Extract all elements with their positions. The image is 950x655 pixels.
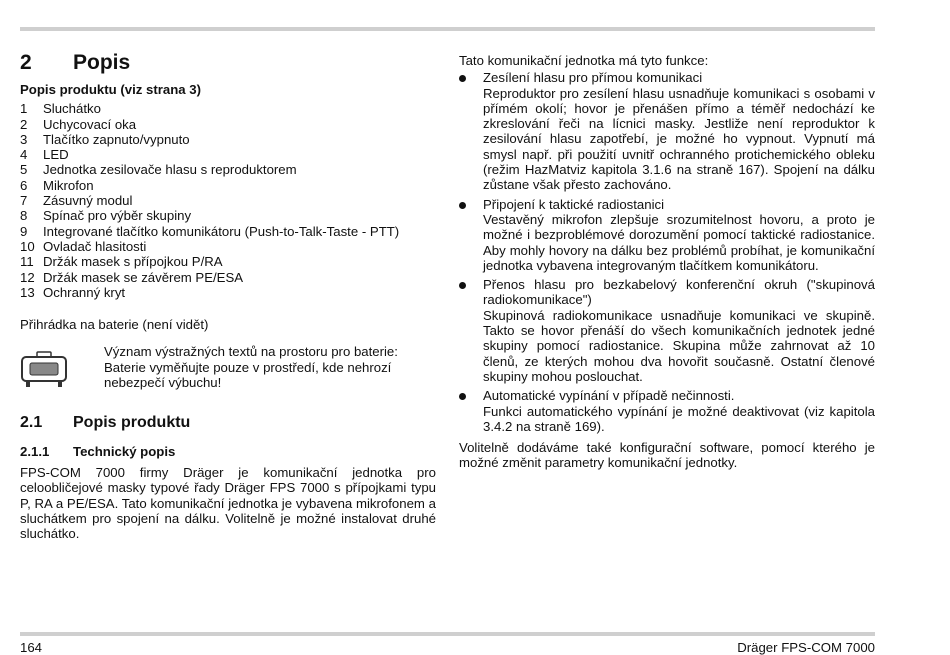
function-item	[459, 197, 875, 273]
right-column	[459, 53, 875, 471]
section-number: 2.1	[20, 413, 43, 431]
part-label: Mikrofon	[43, 177, 94, 193]
part-number: 11	[20, 254, 34, 270]
parts-heading: Popis produktu (viz strana 3)	[20, 82, 201, 97]
product-name: Dräger FPS-COM 7000	[737, 640, 875, 655]
bullet-icon	[459, 388, 483, 434]
function-item	[459, 70, 875, 192]
part-label: Uchycovací oka	[43, 116, 137, 132]
part-number: 6	[20, 177, 28, 193]
part-number: 13	[20, 284, 35, 300]
function-body	[483, 70, 875, 192]
part-number: 8	[20, 208, 28, 224]
section-2-1-1-heading	[20, 444, 436, 459]
part-label: LED	[43, 147, 69, 163]
function-title: Připojení k taktické radiostanici	[483, 196, 665, 212]
page-number: 164	[20, 640, 43, 655]
left-column	[20, 50, 436, 542]
function-text: Skupinová radiokomunikace usnadňuje komunikaci ve skupině. Takto se hovor přenáší do všech komunikačních jednotek jedné skupiny pomocí radiostanice. Skupina může zahrnovat až 10 členů, ze kterých mohou dva hovořit současně. Ostatní členové skupiny mohou poslouchat.	[483, 307, 875, 384]
part-label: Tlačítko zapnuto/vypnuto	[43, 131, 190, 147]
function-text: Funkci automatického vypínání je možné deaktivovat (viz kapitola 3.4.2 na straně 169).	[483, 403, 875, 434]
function-title: Přenos hlasu pro bezkabelový konferenční okruh ("skupinová radiokomunikace")	[483, 277, 875, 308]
part-number: 12	[20, 269, 35, 285]
bullet-icon	[459, 277, 483, 384]
parts-list-item	[20, 117, 436, 132]
optional-software-note: Volitelně dodáváme také konfigurační software, pomocí kterého je možné změnit parametry komunikační jednotky.	[459, 440, 875, 471]
parts-list-item	[20, 101, 436, 116]
part-number: 1	[20, 101, 28, 117]
functions-list	[459, 70, 875, 434]
parts-list-item	[20, 147, 436, 162]
part-number: 9	[20, 223, 28, 239]
bullet-icon	[459, 197, 483, 273]
part-label: Integrované tlačítko komunikátoru (Push-to-Talk-Taste - PTT)	[43, 223, 400, 239]
parts-list-item	[20, 193, 436, 208]
part-label: Zásuvný modul	[43, 193, 133, 209]
part-label: Ovladač hlasitosti	[43, 238, 147, 254]
parts-list-item	[20, 208, 436, 223]
parts-list-item	[20, 162, 436, 177]
bottom-rule	[20, 632, 875, 636]
part-label: Spínač pro výběr skupiny	[43, 208, 192, 224]
parts-list	[20, 101, 436, 300]
parts-list-item	[20, 224, 436, 239]
function-title: Automatické vypínání v případě nečinnosti.	[483, 388, 735, 404]
function-text: Reproduktor pro zesílení hlasu usnadňuje komunikaci s osobami v přímém okolí; hovor je přenášen přímo a téměř nedochází ke zkreslování řeči na lícnici masky. Jestliže není reproduktor k zesilování hlasu zapotřebí, je možné ho vypnout. Vypnutí má smysl např. při použití uvnitř ochranného protichemického obleku (režim HazMatviz kapitola 3.1.6 na straně 167). Spojení na dálku zůstane však přesto zachováno.	[483, 85, 875, 193]
chapter-number: 2	[20, 51, 32, 74]
part-label: Držák masek s přípojkou P/RA	[43, 254, 223, 270]
chapter-title: Popis	[73, 51, 131, 74]
function-item	[459, 388, 875, 434]
function-title: Zesílení hlasu pro přímou komunikaci	[483, 70, 703, 86]
function-text: Vestavěný mikrofon zlepšuje srozumitelnost hovoru, a proto je možné i bezproblémové dorozumění pomocí taktické radiostanice. Aby mohly hovory na dálku bez problémů probíhat, je komunikační jednotka vybavena integrovaným tlačítkem komunikátoru.	[483, 211, 875, 273]
part-number: 4	[20, 147, 28, 163]
parts-list-item	[20, 132, 436, 147]
function-item	[459, 277, 875, 384]
function-body	[483, 277, 875, 384]
top-rule	[20, 27, 875, 31]
parts-list-item	[20, 254, 436, 269]
part-number: 10	[20, 238, 35, 254]
part-number: 3	[20, 131, 28, 147]
warning-text: Význam výstražných textů na prostoru pro baterie: Baterie vyměňujte pouze v prostředí, kde nehrozí nebezpečí výbuchu!	[104, 344, 398, 391]
part-label: Držák masek se závěrem PE/ESA	[43, 269, 244, 285]
function-body	[483, 388, 875, 434]
battery-warning	[20, 344, 436, 392]
parts-list-item	[20, 178, 436, 193]
part-number: 7	[20, 193, 28, 209]
part-label: Sluchátko	[43, 101, 101, 117]
battery-note: Přihrádka na baterie (není vidět)	[20, 317, 209, 333]
functions-intro: Tato komunikační jednotka má tyto funkce:	[459, 53, 709, 68]
part-label: Jednotka zesilovače hlasu s reproduktorem	[43, 162, 297, 178]
parts-list-item	[20, 285, 436, 300]
function-body	[483, 197, 875, 273]
part-number: 5	[20, 162, 28, 178]
subsection-title: Technický popis	[73, 443, 176, 459]
part-label: Ochranný kryt	[43, 284, 126, 300]
technical-description: FPS-COM 7000 firmy Dräger je komunikační jednotka pro celoobličejové masky typové řady Dräger FPS 7000 s přípojkami typu P, RA a PE/ESA. Tato komunikační jednotka je vybavena mikrofonem a sluchátkem pro spojení na dálku. Volitelně je možné instalovat druhé sluchátko.	[20, 465, 436, 542]
battery-compartment-icon	[20, 344, 104, 392]
section-2-1-heading	[20, 413, 436, 433]
bullet-icon	[459, 70, 483, 192]
chapter-heading	[20, 50, 436, 76]
parts-list-item	[20, 239, 436, 254]
section-title: Popis produktu	[73, 413, 191, 431]
part-number: 2	[20, 116, 28, 132]
page-footer	[20, 640, 875, 655]
parts-list-item	[20, 270, 436, 285]
subsection-number: 2.1.1	[20, 443, 50, 459]
